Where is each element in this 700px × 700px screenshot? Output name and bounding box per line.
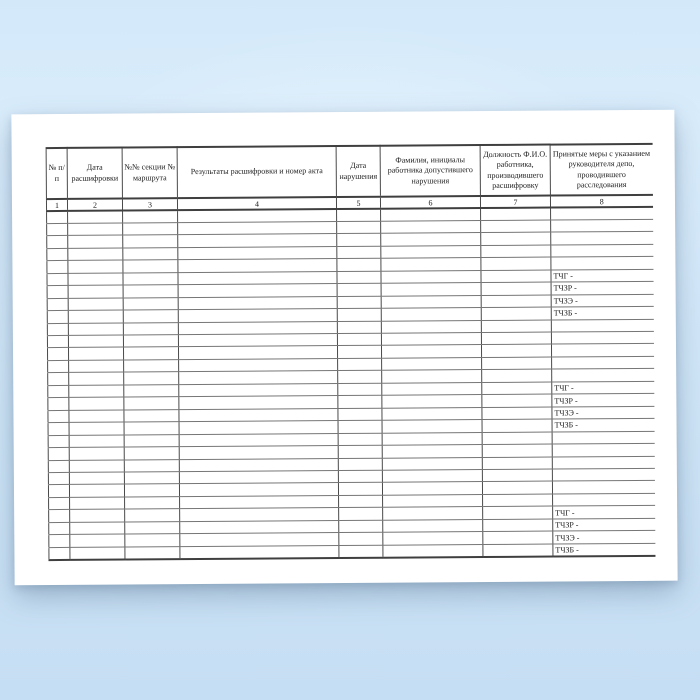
empty-cell — [382, 482, 482, 495]
empty-cell — [178, 246, 337, 260]
empty-cell — [178, 309, 337, 323]
empty-cell — [123, 272, 178, 285]
empty-cell — [68, 298, 123, 311]
measures-cell — [551, 331, 653, 344]
column-number: 2 — [67, 199, 122, 211]
empty-cell — [338, 383, 382, 396]
empty-cell — [338, 445, 382, 458]
empty-cell — [47, 335, 68, 348]
empty-cell — [381, 295, 481, 308]
empty-cell — [123, 310, 178, 323]
decryption-log-table — [46, 143, 655, 561]
empty-cell — [381, 333, 481, 346]
empty-cell — [383, 532, 483, 545]
empty-cell — [47, 248, 68, 261]
empty-cell — [125, 546, 180, 559]
measures-cell — [553, 493, 655, 506]
empty-cell — [338, 483, 382, 496]
empty-cell — [482, 432, 552, 445]
empty-cell — [178, 209, 337, 223]
empty-cell — [47, 236, 68, 249]
header-cell-section-route: №№ секции № маршрута — [122, 147, 177, 198]
empty-cell — [481, 307, 551, 320]
measures-cell — [551, 207, 653, 220]
column-number: 4 — [177, 197, 336, 210]
measures-cell: ТЧЗБ - — [552, 419, 654, 432]
empty-cell — [178, 296, 337, 310]
empty-cell — [69, 485, 124, 498]
empty-cell — [69, 372, 124, 385]
empty-cell — [123, 347, 178, 360]
empty-cell — [178, 334, 337, 348]
empty-cell — [68, 335, 123, 348]
measures-cell: ТЧГ - — [552, 381, 654, 394]
empty-cell — [47, 261, 68, 274]
empty-cell — [339, 545, 383, 558]
measures-cell — [551, 219, 653, 232]
empty-cell — [179, 358, 338, 372]
empty-cell — [49, 510, 70, 523]
empty-cell — [179, 408, 338, 422]
empty-cell — [69, 385, 124, 398]
empty-cell — [123, 297, 178, 310]
empty-cell — [178, 321, 337, 335]
empty-cell — [47, 223, 68, 236]
empty-cell — [481, 320, 551, 333]
empty-cell — [338, 458, 382, 471]
empty-cell — [338, 396, 382, 409]
empty-cell — [47, 298, 68, 311]
empty-cell — [382, 420, 482, 433]
empty-cell — [381, 320, 481, 333]
empty-cell — [481, 270, 551, 283]
empty-cell — [179, 471, 338, 485]
empty-cell — [481, 245, 551, 258]
empty-cell — [69, 472, 124, 485]
empty-cell — [337, 209, 381, 222]
empty-cell — [382, 470, 482, 483]
column-number: 8 — [550, 195, 652, 208]
empty-cell — [381, 233, 481, 246]
empty-cell — [338, 420, 382, 433]
header-cell-date-violation: Дата нарушения — [336, 146, 380, 197]
empty-cell — [125, 509, 180, 522]
empty-cell — [48, 423, 69, 436]
empty-cell — [381, 245, 481, 258]
column-number: 7 — [480, 196, 550, 208]
measures-cell: ТЧЗР - — [551, 282, 653, 295]
empty-cell — [70, 547, 125, 560]
measures-cell — [551, 244, 653, 257]
empty-cell — [70, 534, 125, 547]
empty-cell — [382, 432, 482, 445]
empty-cell — [338, 408, 382, 421]
empty-cell — [68, 273, 123, 286]
header-cell-num: № п/п — [46, 148, 67, 199]
empty-cell — [338, 470, 382, 483]
empty-cell — [382, 382, 482, 395]
empty-cell — [338, 433, 382, 446]
empty-cell — [123, 322, 178, 335]
empty-cell — [337, 234, 381, 247]
empty-cell — [382, 457, 482, 470]
empty-cell — [481, 332, 551, 345]
empty-cell — [48, 435, 69, 448]
empty-cell — [68, 211, 123, 224]
empty-cell — [381, 208, 481, 221]
empty-cell — [339, 495, 383, 508]
empty-cell — [338, 371, 382, 384]
empty-cell — [337, 271, 381, 284]
paper-sheet — [11, 110, 677, 586]
empty-cell — [481, 232, 551, 245]
empty-cell — [382, 370, 482, 383]
empty-cell — [123, 285, 178, 298]
empty-cell — [483, 494, 553, 507]
measures-cell: ТЧЗР - — [552, 394, 654, 407]
empty-cell — [483, 531, 553, 544]
empty-cell — [482, 394, 552, 407]
empty-cell — [69, 460, 124, 473]
empty-cell — [178, 346, 337, 360]
empty-cell — [47, 323, 68, 336]
empty-cell — [481, 345, 551, 358]
measures-cell: ТЧГ - — [553, 506, 655, 519]
empty-cell — [178, 271, 337, 285]
empty-cell — [124, 360, 179, 373]
empty-cell — [49, 535, 70, 548]
empty-cell — [179, 433, 338, 447]
empty-cell — [124, 372, 179, 385]
empty-cell — [70, 509, 125, 522]
empty-cell — [481, 295, 551, 308]
empty-cell — [68, 310, 123, 323]
empty-cell — [180, 545, 339, 559]
empty-cell — [381, 345, 481, 358]
empty-cell — [381, 258, 481, 271]
empty-cell — [47, 286, 68, 299]
empty-cell — [180, 533, 339, 547]
empty-cell — [382, 445, 482, 458]
empty-cell — [337, 333, 381, 346]
empty-cell — [123, 235, 178, 248]
empty-cell — [124, 434, 179, 447]
empty-cell — [179, 446, 338, 460]
empty-cell — [124, 447, 179, 460]
empty-cell — [339, 533, 383, 546]
empty-cell — [337, 283, 381, 296]
empty-cell — [48, 385, 69, 398]
empty-cell — [339, 520, 383, 533]
measures-cell — [552, 468, 654, 481]
empty-cell — [69, 360, 124, 373]
empty-cell — [180, 520, 339, 534]
table-body — [47, 207, 655, 560]
empty-cell — [123, 223, 178, 236]
measures-cell — [552, 443, 654, 456]
empty-cell — [124, 459, 179, 472]
empty-cell — [381, 270, 481, 283]
empty-cell — [337, 346, 381, 359]
empty-cell — [179, 458, 338, 472]
empty-cell — [383, 519, 483, 532]
empty-cell — [178, 234, 337, 248]
empty-cell — [69, 410, 124, 423]
empty-cell — [48, 448, 69, 461]
column-number: 1 — [46, 199, 67, 211]
empty-cell — [483, 519, 553, 532]
empty-cell — [124, 397, 179, 410]
empty-cell — [179, 383, 338, 397]
empty-cell — [382, 407, 482, 420]
measures-cell: ТЧЗБ - — [553, 543, 655, 556]
empty-cell — [124, 422, 179, 435]
measures-cell — [552, 431, 654, 444]
empty-cell — [49, 547, 70, 560]
empty-cell — [70, 522, 125, 535]
empty-cell — [49, 497, 70, 510]
empty-cell — [47, 311, 68, 324]
empty-cell — [123, 335, 178, 348]
empty-cell — [337, 296, 381, 309]
empty-cell — [482, 469, 552, 482]
empty-cell — [180, 508, 339, 522]
empty-cell — [337, 308, 381, 321]
empty-cell — [68, 248, 123, 261]
empty-cell — [383, 507, 483, 520]
empty-cell — [382, 395, 482, 408]
measures-cell — [552, 456, 654, 469]
empty-cell — [48, 460, 69, 473]
empty-cell — [125, 497, 180, 510]
empty-cell — [47, 273, 68, 286]
empty-cell — [125, 534, 180, 547]
empty-cell — [179, 371, 338, 385]
empty-cell — [48, 360, 69, 373]
empty-cell — [124, 472, 179, 485]
empty-cell — [481, 220, 551, 233]
measures-cell — [551, 344, 653, 357]
empty-cell — [483, 544, 553, 557]
measures-cell: ТЧЗР - — [553, 518, 655, 531]
empty-cell — [123, 210, 178, 223]
empty-cell — [68, 260, 123, 273]
header-cell-employee: Фамилия, инициалы работника допустившего нарушения — [380, 145, 480, 197]
empty-cell — [481, 208, 551, 221]
empty-cell — [383, 544, 483, 557]
empty-cell — [381, 283, 481, 296]
measures-cell: ТЧЗЭ - — [552, 406, 654, 419]
empty-cell — [69, 435, 124, 448]
empty-cell — [179, 421, 338, 435]
empty-cell — [47, 211, 68, 224]
header-cell-measures: Принятые меры с указанием руководителя депо, проводившего расследования — [550, 144, 652, 196]
empty-cell — [49, 522, 70, 535]
empty-cell — [70, 497, 125, 510]
empty-cell — [178, 259, 337, 273]
header-cell-position: Должность Ф.И.О. работника, производившего расшифровку — [480, 145, 550, 196]
empty-cell — [383, 494, 483, 507]
empty-cell — [124, 484, 179, 497]
empty-cell — [68, 323, 123, 336]
empty-cell — [68, 285, 123, 298]
measures-cell — [552, 356, 654, 369]
empty-cell — [48, 398, 69, 411]
empty-cell — [124, 385, 179, 398]
empty-cell — [337, 321, 381, 334]
empty-cell — [48, 472, 69, 485]
empty-cell — [69, 447, 124, 460]
empty-cell — [47, 348, 68, 361]
empty-cell — [69, 397, 124, 410]
empty-cell — [124, 409, 179, 422]
empty-cell — [483, 506, 553, 519]
measures-cell: ТЧЗЭ - — [551, 294, 653, 307]
empty-cell — [179, 483, 338, 497]
empty-cell — [69, 422, 124, 435]
empty-cell — [337, 259, 381, 272]
empty-cell — [482, 407, 552, 420]
empty-cell — [123, 260, 178, 273]
empty-cell — [481, 257, 551, 270]
column-number: 3 — [122, 198, 177, 210]
empty-cell — [339, 508, 383, 521]
header-cell-date-decryption: Дата расшифровки — [67, 148, 122, 199]
measures-cell: ТЧЗБ - — [551, 306, 653, 319]
empty-cell — [338, 358, 382, 371]
empty-cell — [482, 419, 552, 432]
empty-cell — [68, 235, 123, 248]
column-number: 5 — [336, 197, 380, 209]
header-row — [46, 144, 652, 199]
empty-cell — [180, 495, 339, 509]
empty-cell — [123, 248, 178, 261]
empty-cell — [381, 220, 481, 233]
empty-cell — [382, 357, 482, 370]
empty-cell — [125, 521, 180, 534]
empty-cell — [482, 482, 552, 495]
column-number: 6 — [380, 196, 480, 209]
empty-cell — [482, 382, 552, 395]
empty-cell — [482, 444, 552, 457]
measures-cell: ТЧГ - — [551, 269, 653, 282]
empty-cell — [337, 246, 381, 259]
empty-cell — [68, 223, 123, 236]
empty-cell — [381, 308, 481, 321]
measures-cell — [551, 319, 653, 332]
measures-cell — [552, 369, 654, 382]
empty-cell — [178, 222, 337, 236]
empty-cell — [482, 369, 552, 382]
measures-cell — [552, 481, 654, 494]
measures-cell — [551, 232, 653, 245]
empty-cell — [48, 373, 69, 386]
empty-cell — [482, 357, 552, 370]
header-cell-results: Результаты расшифровки и номер акта — [177, 146, 336, 198]
empty-cell — [68, 348, 123, 361]
empty-cell — [48, 485, 69, 498]
empty-cell — [482, 457, 552, 470]
empty-cell — [179, 396, 338, 410]
empty-cell — [48, 410, 69, 423]
empty-cell — [178, 284, 337, 298]
empty-cell — [337, 221, 381, 234]
empty-cell — [481, 282, 551, 295]
measures-cell — [551, 257, 653, 270]
measures-cell: ТЧЗЭ - — [553, 531, 655, 544]
